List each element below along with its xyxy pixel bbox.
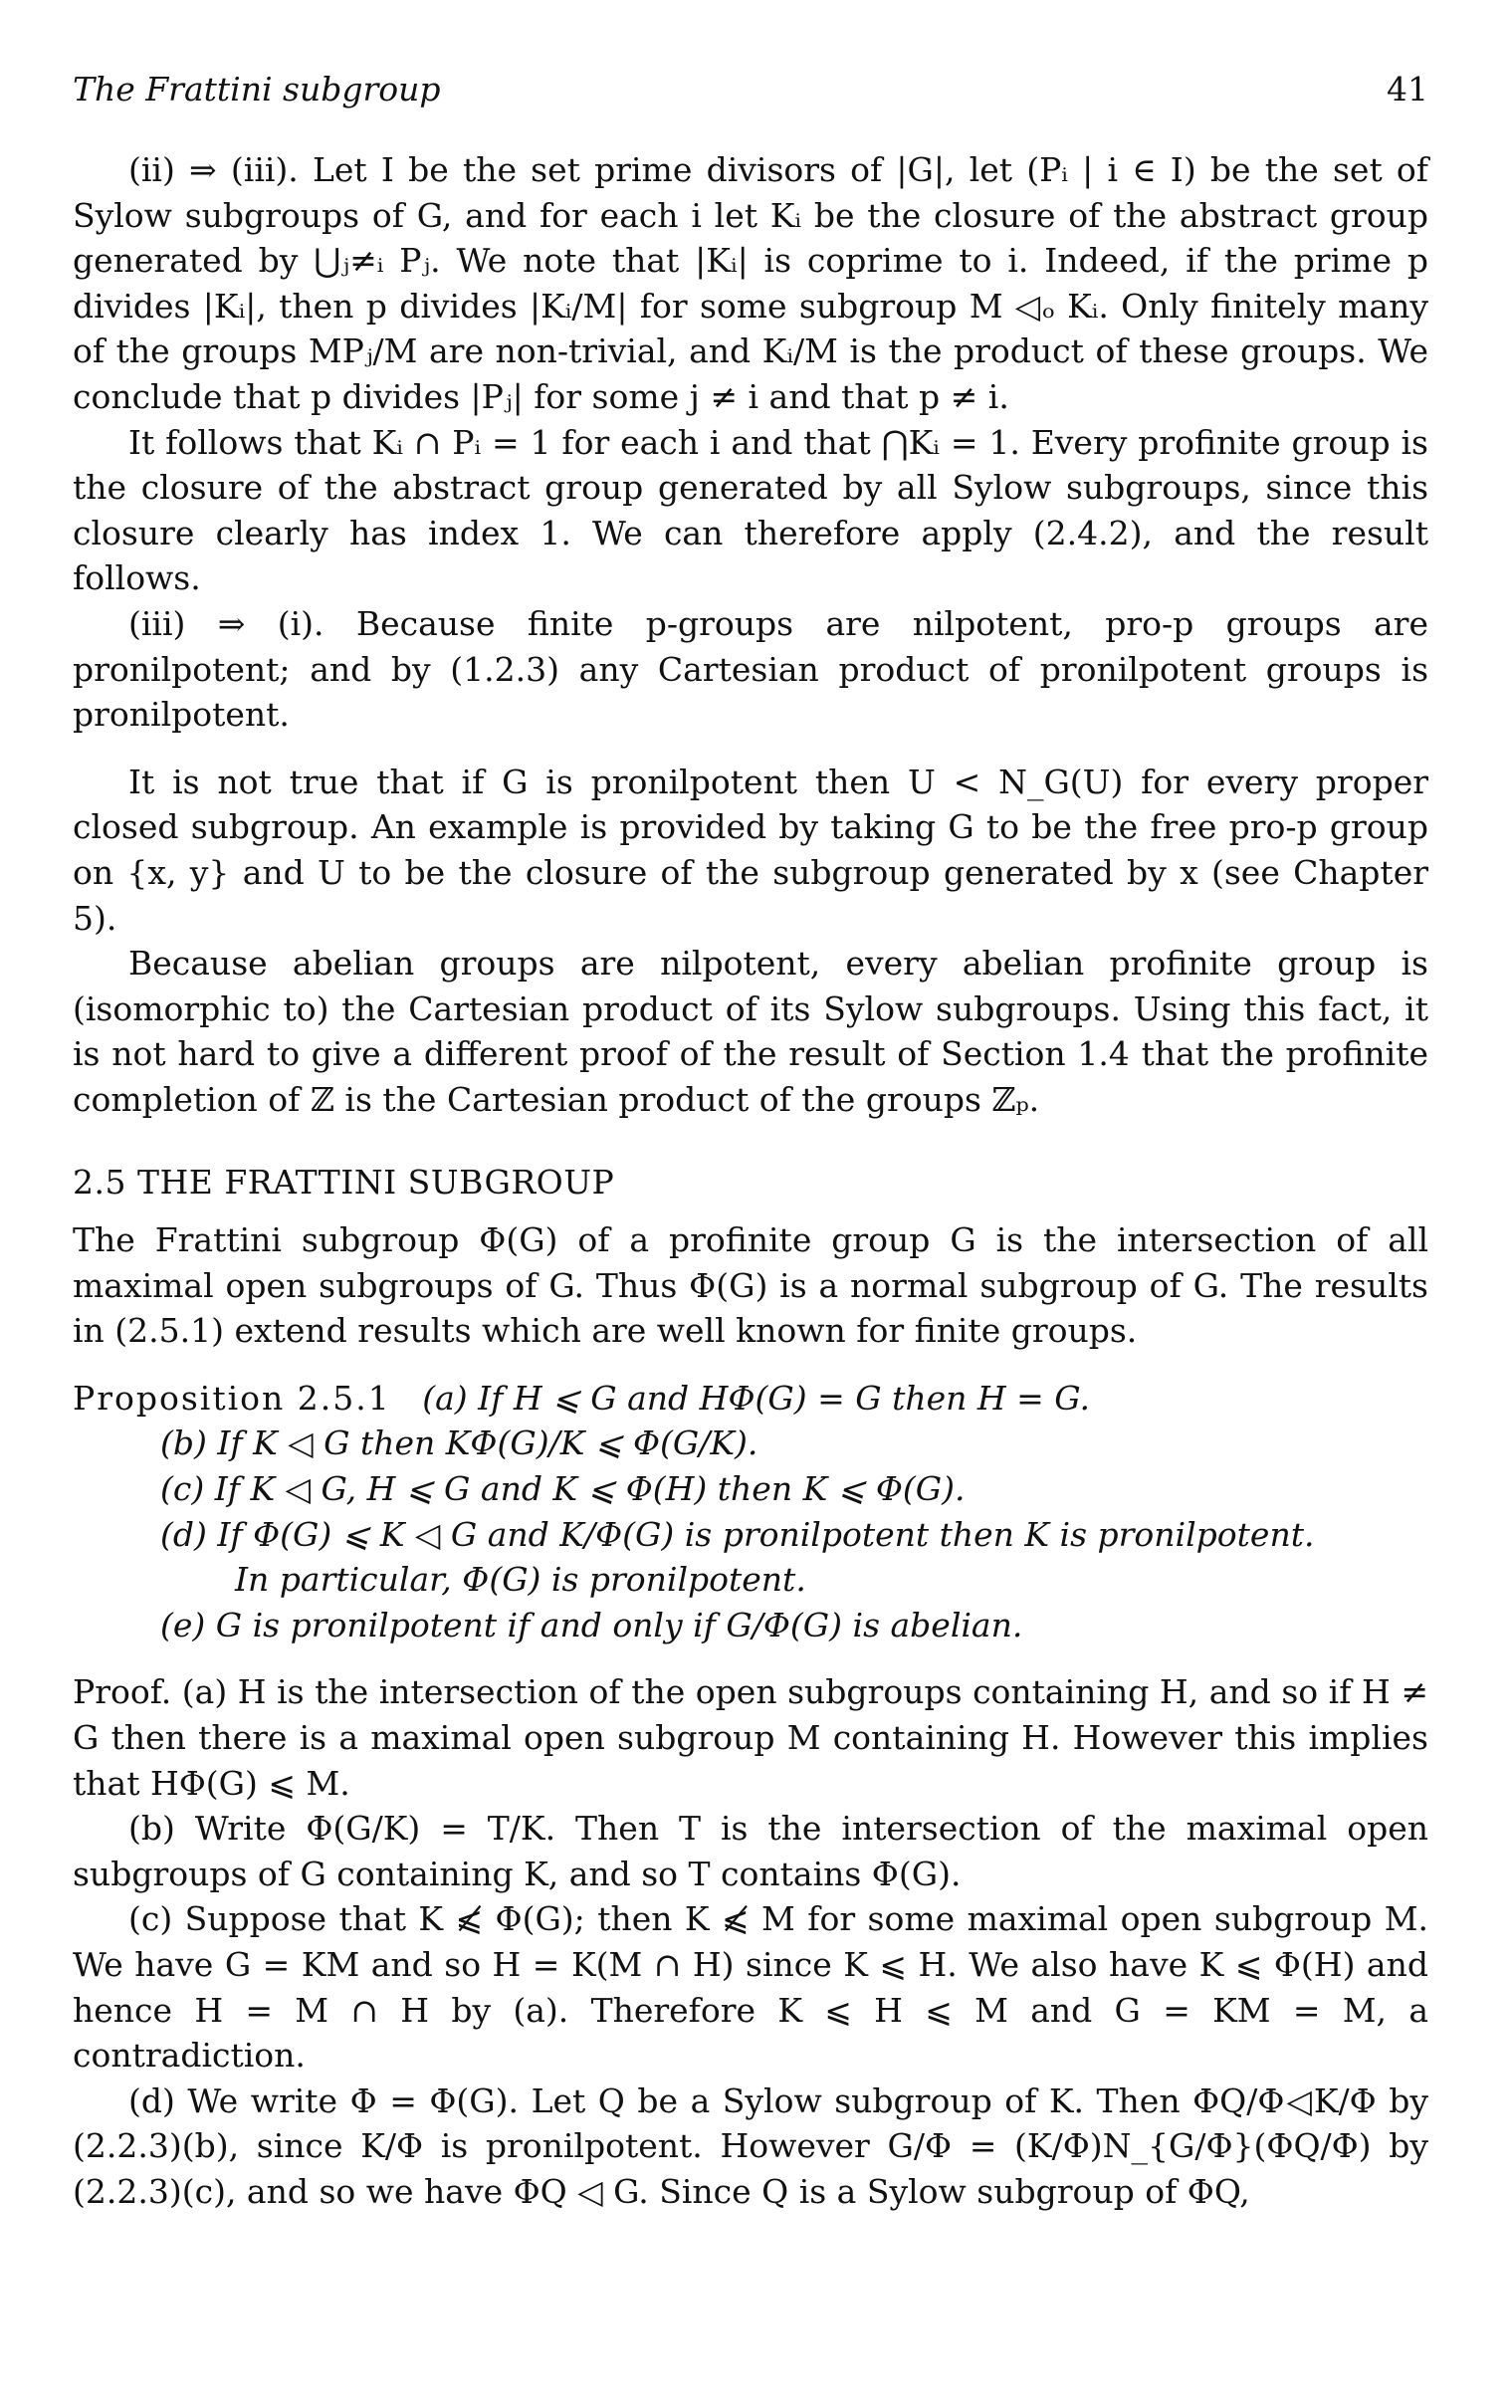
proposition-label: Proposition 2.5.1 (73, 1378, 391, 1418)
paragraph-remark: It is not true that if G is pronilpotent then U < N_G(U) for every proper closed subgroup. An example is provided by taking G to be the free pro-p group on {x, y} and U to be the closure of the subgroup generated by x (see Chapter 5). (73, 762, 1428, 938)
paragraph-proof-iii-i: (iii) ⇒ (i). Because finite p-groups are nilpotent, pro-p groups are pronilpotent; and by (1.2.3) any Cartesian product of pronilpotent groups is pronilpotent. (73, 603, 1428, 735)
prop-item-a: (a) If H ⩽ G and HΦ(G) = G then H = G. (422, 1378, 1090, 1418)
proof-part-d: (d) We write Φ = Φ(G). Let Q be a Sylow subgroup of K. Then ΦQ/Φ◁K/Φ by (2.2.3)(b), since K/Φ is pronilpotent. However G/Φ = (K/Φ)N_{G/Φ}(ΦQ/Φ) by (2.2.3)(c), and so we have ΦQ ◁ G. Since Q is a Sylow subgroup of ΦQ, (73, 2080, 1428, 2211)
proof-part-c: (c) Suppose that K ⩽̸ Φ(G); then K ⩽̸ M for some maximal open subgroup M. We have G = KM and so H = K(M ∩ H) since K ⩽ H. We also have K ⩽ Φ(H) and hence H = M ∩ H by (a). Therefore K ⩽ H ⩽ M and G = KM = M, a contradiction. (73, 1899, 1428, 2076)
prop-item-d-cont: In particular, Φ(G) is pronilpotent. (235, 1560, 806, 1600)
running-header (73, 70, 1428, 109)
paragraph-abelian: Because abelian groups are nilpotent, every abelian profinite group is (isomorphic to) the Cartesian product of its Sylow subgroups. Using this fact, it is not hard to give a different proof of the result of Section 1.4 that the profinite completion of ℤ is the Cartesian product of the groups ℤₚ. (73, 944, 1428, 1119)
prop-item-c: (c) If K ◁ G, H ⩽ G and K ⩽ Φ(H) then K ⩽ Φ(G). (160, 1469, 966, 1509)
page-body (73, 147, 1428, 2215)
running-title: The Frattini subgroup (73, 70, 441, 109)
prop-item-e: (e) G is pronilpotent if and only if G/Φ(G) is abelian. (160, 1605, 1023, 1644)
proof-part-b: (b) Write Φ(G/K) = T/K. Then T is the intersection of the maximal open subgroups of G containing K, and so T contains Φ(G). (73, 1809, 1428, 1893)
proof-part-a: Proof. (a) H is the intersection of the open subgroups containing H, and so if H ≠ G then there is a maximal open subgroup M containing H. However this implies that HΦ(G) ⩽ M. (73, 1672, 1428, 1803)
prop-item-d: (d) If Φ(G) ⩽ K ◁ G and K/Φ(G) is pronilpotent then K is pronilpotent. (160, 1514, 1315, 1554)
prop-item-b: (b) If K ◁ G then KΦ(G)/K ⩽ Φ(G/K). (160, 1423, 758, 1463)
paragraph-proof-ii-iii: (ii) ⇒ (iii). Let I be the set prime divisors of |G|, let (Pᵢ | i ∈ I) be the set of Sylow subgroups of G, and for each i let Kᵢ be the closure of the abstract group generated by ⋃ⱼ≠ᵢ Pⱼ. We note that |Kᵢ| is coprime to i. Indeed, if the prime p divides |Kᵢ|, then p divides |Kᵢ/M| for some subgroup M ◁ₒ Kᵢ. Only finitely many of the groups MPⱼ/M are non-trivial, and Kᵢ/M is the product of these groups. We conclude that p divides |Pⱼ| for some j ≠ i and that p ≠ i. (73, 150, 1428, 416)
section-heading: 2.5 THE FRATTINI SUBGROUP (73, 1163, 615, 1203)
paragraph-frattini-def: The Frattini subgroup Φ(G) of a profinite group G is the intersection of all maximal open subgroups of G. Thus Φ(G) is a normal subgroup of G. The results in (2.5.1) extend results which are well known for finite groups. (73, 1220, 1428, 1351)
paragraph-kernel: It follows that Kᵢ ∩ Pᵢ = 1 for each i and that ⋂Kᵢ = 1. Every profinite group is the closure of the abstract group generated by all Sylow subgroups, since this closure clearly has index 1. We can therefore apply (2.4.2), and the result follows. (73, 422, 1428, 598)
proposition-2-5-1 (73, 1376, 1428, 1422)
page-number: 41 (1387, 70, 1428, 109)
